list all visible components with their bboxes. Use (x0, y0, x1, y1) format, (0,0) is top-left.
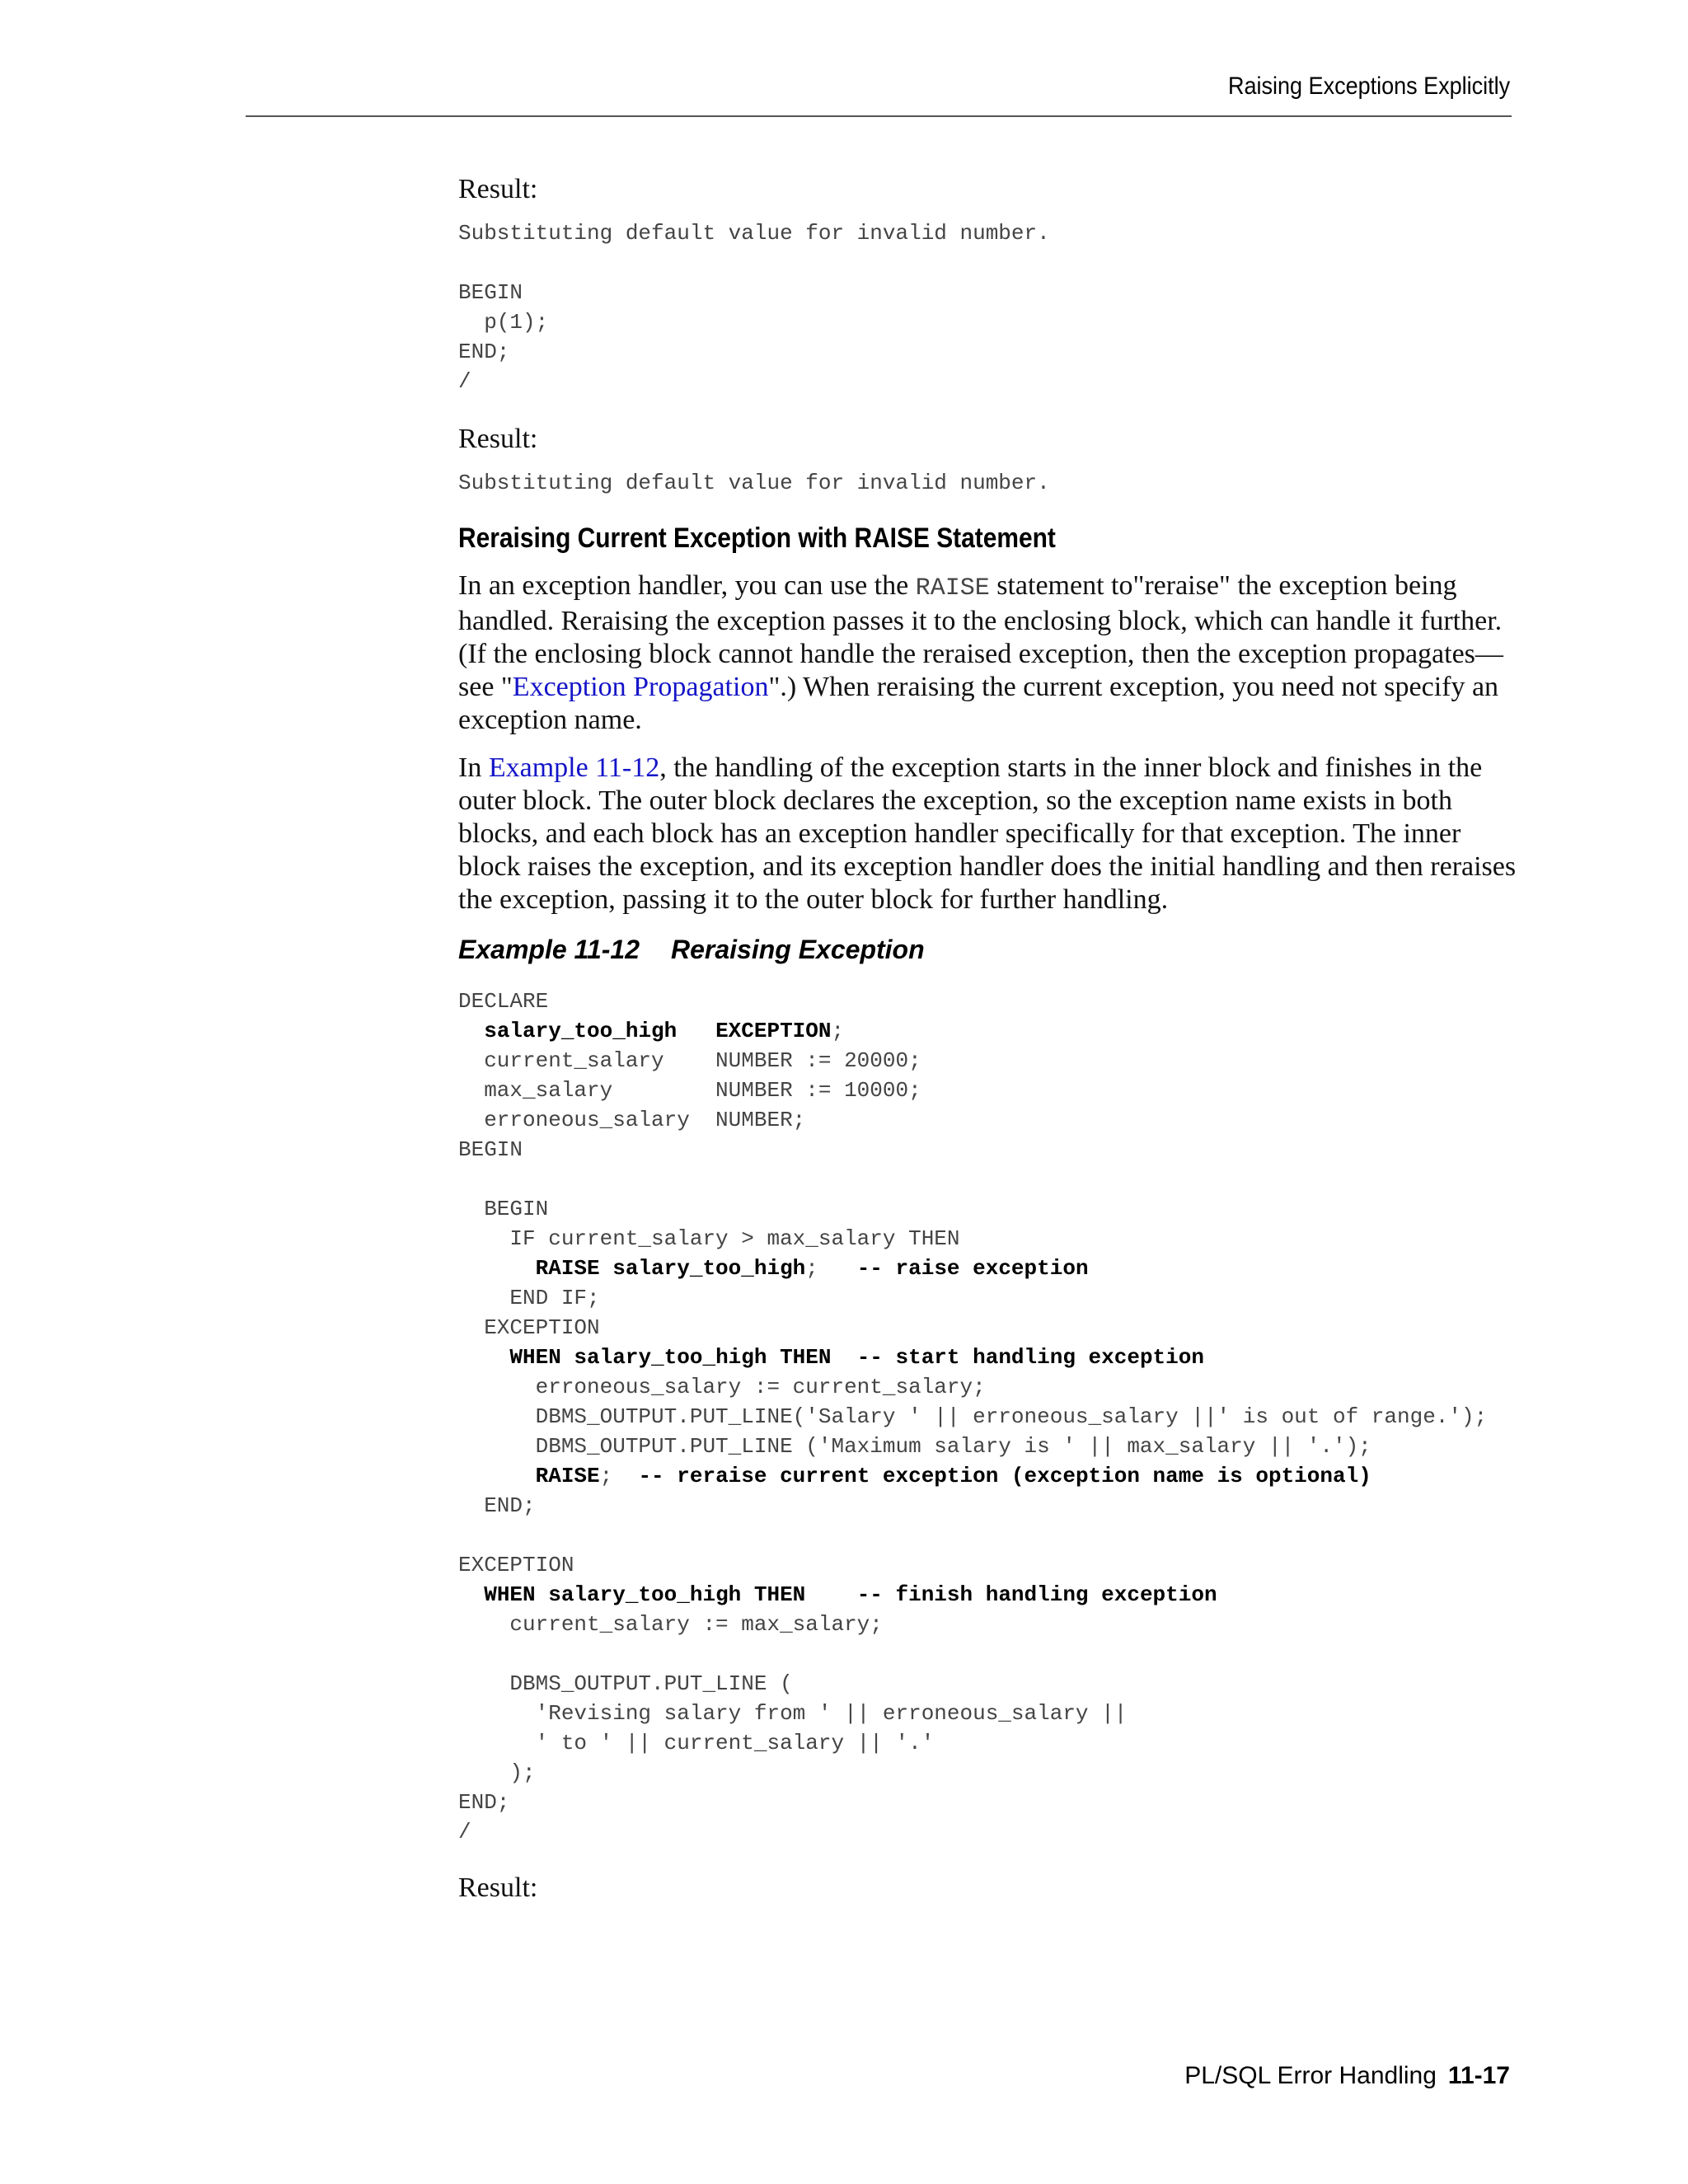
code-segment: ; (831, 1018, 845, 1043)
code-segment (458, 1019, 484, 1043)
paragraph-example-intro (458, 752, 1522, 916)
code-bold-segment: WHEN salary_too_high THEN -- start handling exception (509, 1344, 1204, 1370)
p2-text-a: In (458, 752, 489, 783)
code-segment (458, 1256, 536, 1281)
code-segment: erroneous_salary NUMBER; (458, 1107, 806, 1132)
code-segment: / (458, 1819, 471, 1844)
code-segment: current_salary NUMBER := 20000; (458, 1047, 921, 1073)
page-number: 11-17 (1447, 2062, 1510, 2089)
code-line (458, 1286, 600, 1310)
code-segment: ; (599, 1463, 639, 1488)
code-bold-segment: -- raise exception (856, 1255, 1089, 1281)
code-bold-segment: WHEN salary_too_high THEN -- finish handling exception (484, 1582, 1217, 1607)
example-name: Reraising Exception (670, 934, 925, 964)
code-segment: EXCEPTION (458, 1552, 574, 1577)
code-line (458, 1137, 523, 1162)
code-line (458, 1820, 471, 1844)
result-output-1: Substituting default value for invalid number. (458, 220, 1050, 246)
raise-keyword: RAISE (915, 574, 990, 602)
code-line (458, 1108, 805, 1132)
result-label-2: Result: (458, 423, 538, 454)
code-line (458, 1464, 1372, 1488)
code-line (458, 989, 548, 1014)
code-segment: 'Revising salary from ' || erroneous_salary || (458, 1700, 1128, 1726)
code-line (458, 1315, 600, 1340)
code-block-example (458, 987, 1522, 1847)
code-segment: max_salary NUMBER := 10000; (458, 1077, 921, 1103)
code-line (458, 1226, 960, 1251)
code-line (458, 1345, 1204, 1370)
code-block-call (458, 278, 1522, 396)
code-line (458, 1375, 986, 1399)
code-line (458, 1493, 536, 1518)
example-11-12-link[interactable]: Example 11-12 (488, 752, 660, 783)
code-segment: EXCEPTION (458, 1315, 600, 1340)
code-line (458, 1434, 1372, 1459)
code-line (458, 1404, 1487, 1429)
code-line: / (458, 368, 471, 394)
result-output-2: Substituting default value for invalid number. (458, 470, 1050, 495)
code-segment: ; (805, 1255, 857, 1281)
body-column (458, 173, 1522, 1916)
code-segment: BEGIN (458, 1137, 523, 1162)
footer-chapter: PL/SQL Error Handling (1184, 2062, 1437, 2089)
code-segment: ); (458, 1760, 536, 1785)
code-line (458, 1048, 921, 1073)
paragraph-raise (458, 569, 1522, 737)
code-line (458, 1078, 921, 1103)
code-bold-segment: RAISE (535, 1463, 600, 1488)
code-line (458, 1790, 509, 1815)
code-line: p(1); (484, 309, 549, 335)
code-segment: BEGIN (458, 1196, 549, 1221)
code-line (458, 1582, 1217, 1607)
code-line (458, 1553, 574, 1577)
exception-propagation-link[interactable]: Exception Propagation (512, 671, 769, 702)
code-line (458, 1701, 1127, 1726)
p2-text-b: , the handling of the exception starts in the inner block and finishes in the outer block. The outer block declares the exception, so the exception name exists in both blocks, and each block has an exception handler specifically for that exception. The inner block raises the exception, and its exception handler does the initial handling and then reraises the exception, passing it to the outer block for further handling. (458, 752, 1517, 915)
code-line (458, 1760, 536, 1785)
code-line (458, 1671, 793, 1696)
header-rule (246, 115, 1512, 117)
section-title: Reraising Current Exception with RAISE Statement (458, 522, 1056, 554)
code-segment: IF current_salary > max_salary THEN (458, 1226, 960, 1251)
code-segment: END IF; (458, 1285, 600, 1310)
code-line (458, 1197, 548, 1221)
example-number: Example 11-12 (458, 934, 640, 964)
code-segment: END; (458, 1789, 510, 1815)
code-segment (458, 1464, 536, 1488)
code-segment: DBMS_OUTPUT.PUT_LINE ( (458, 1671, 793, 1696)
code-bold-segment: salary_too_high EXCEPTION (484, 1018, 832, 1043)
running-header: Raising Exceptions Explicitly (1227, 73, 1510, 100)
p1-text-c: ".) When reraising the current exception, you need not specify an exception name. (458, 671, 1499, 735)
code-bold-segment: -- reraise current exception (exception name is optional) (638, 1463, 1372, 1488)
code-segment: DBMS_OUTPUT.PUT_LINE('Salary ' || erroneous_salary ||' is out of range.'); (458, 1404, 1488, 1429)
code-line (458, 1612, 883, 1637)
code-segment: DECLARE (458, 988, 549, 1014)
result-label-3: Result: (458, 1872, 538, 1903)
code-line (458, 1019, 844, 1043)
code-segment: END; (458, 1493, 536, 1518)
code-segment: DBMS_OUTPUT.PUT_LINE ('Maximum salary is ' || max_salary || '.'); (458, 1433, 1372, 1459)
code-segment: erroneous_salary := current_salary; (458, 1374, 986, 1399)
code-line (458, 1256, 1089, 1281)
code-segment (458, 1582, 484, 1607)
example-title (458, 935, 1522, 965)
code-segment (458, 1345, 509, 1370)
code-line (458, 1731, 934, 1755)
code-segment: current_salary := max_salary; (458, 1611, 883, 1637)
code-line: END; (458, 339, 510, 364)
code-segment: ' to ' || current_salary || '.' (458, 1730, 935, 1755)
code-line: BEGIN (458, 279, 523, 305)
code-bold-segment: RAISE salary_too_high (535, 1255, 806, 1281)
p1-text-b: statement to"reraise" the exception being handled. Reraising the exception passes it to the enclosing block, which can handle it further. (If the enclosing block cannot handle the reraised exception, then the exception propagates—see " (458, 569, 1503, 702)
p1-text-a: In an exception handler, you can use the (458, 569, 916, 601)
page-footer (1184, 2062, 1510, 2090)
result-label-1: Result: (458, 174, 538, 204)
